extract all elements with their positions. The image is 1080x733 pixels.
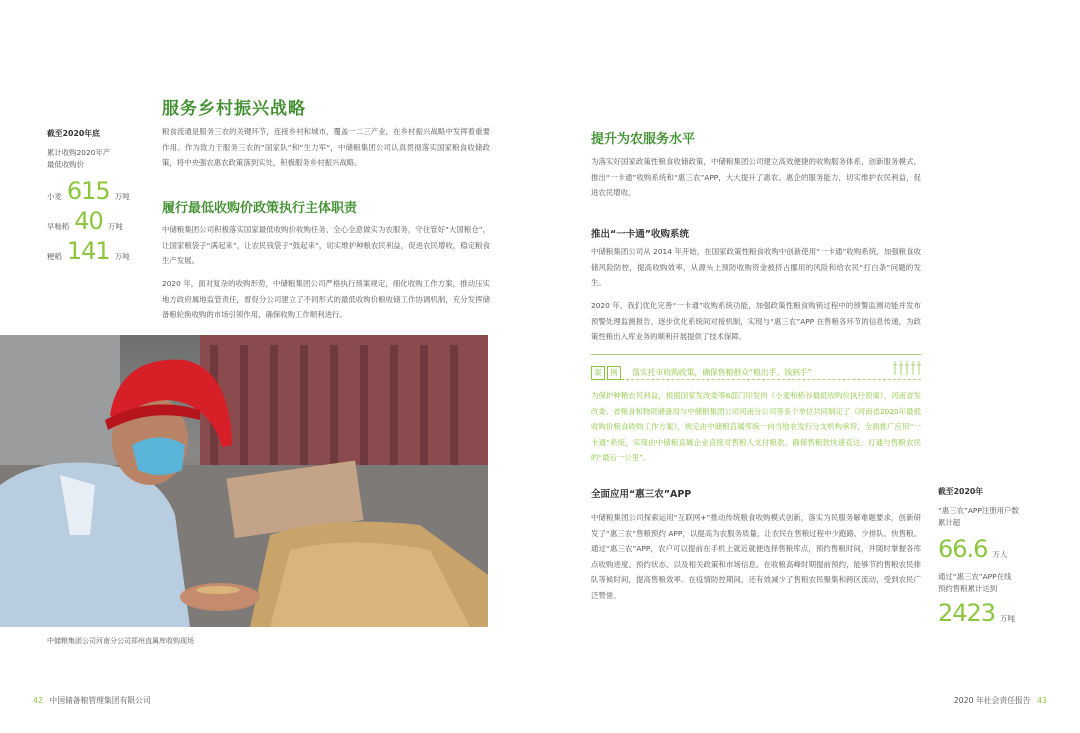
stat-value: 615 [66, 177, 110, 205]
min-price-paragraph-2: 2020 年，面对复杂的收购形势，中储粮集团公司严格执行预案规定，细化收购工作方案，推动压实地方政府属地监管责任，督促分公司建立了不同形式的最低收购价粮收储工作协调机制，充分发挥储备粮轮换收购的市场引领作用，确保收购工作顺利进行。 [162, 279, 490, 319]
stat2-unit: 万吨 [1000, 614, 1015, 623]
subsection-title-one-card: 推出“一卡通”收购系统 [591, 229, 689, 240]
intro-paragraph: 粮食流通是服务三农的关键环节，连接乡村和城市，覆盖一二三产业，在乡村振兴战略中发挥着重要作用。作为致力于服务三农的“国家队”和“生力军”，中储粮集团公司认真贯彻落实国家粮食收储政策，将中央强农惠农政策落到实处，积极服务乡村振兴战略。 [162, 127, 490, 167]
case-box [591, 354, 921, 380]
stat-row-wheat [47, 177, 132, 205]
stat-label: 早籼稻 [47, 222, 70, 231]
footer-left [33, 695, 151, 706]
right-sidebar-as-of: 截至2020年 [938, 487, 984, 496]
left-sidebar [47, 128, 132, 265]
one-card-paragraph-1: 中储粮集团公司从 2014 年开始，在国家政策性粮食收购中创新使用“一卡通”收购系统，加强粮食收储风险防控，提高收购效率，从源头上预防收购资金被挤占挪用的风险和给农民“打白条”问题的发生。 [591, 247, 921, 287]
section-title-service: 提升为农服务水平 [591, 132, 696, 147]
sidebar-desc-line1: 累计收购2020年产 [47, 148, 111, 157]
footer-right [954, 695, 1047, 706]
stat-unit: 万吨 [114, 192, 130, 201]
right-sidebar [938, 486, 1048, 627]
stat2-desc [938, 571, 1048, 595]
sidebar-desc-line2: 最低收购价 [47, 160, 84, 169]
sidebar-desc [47, 147, 132, 171]
case-tag-1: 案 [591, 366, 605, 380]
one-card-paragraph-2: 2020 年，我们优化完善“一卡通”收购系统功能，加强政策性粮食购销过程中的预警监测功能并发布预警处理监测报告，逐步优化系统间对接机制，实现与“惠三农”APP 在售粮各环节的信息传递，为政策性粮出入库业务的顺利开展提供了技术保障。 [591, 301, 921, 341]
stat2-desc-line2: 预约售粮累计达到 [938, 584, 998, 593]
stat1-row [938, 535, 1048, 563]
photo-caption: 中储粮集团公司河南分公司郑州直属库收购现场 [47, 637, 194, 645]
min-price-paragraph-1: 中储粮集团公司积极落实国家最低收购价收购任务，全心全意做实为农服务，守住管好“大国粮仓”，让国家粮袋子“满起来”，让农民钱袋子“鼓起来”，切实维护种粮农民利益，促进农民增收，稳定粮食生产发展。 [162, 225, 490, 265]
stat1-value: 66.6 [938, 535, 988, 563]
stat2-desc-line1: 通过“惠三农”APP在线 [938, 572, 1012, 581]
stat2-value: 2423 [938, 599, 996, 627]
stat-label: 粳稻 [47, 252, 62, 261]
stat-row-japonica [47, 237, 132, 265]
stat-unit: 万吨 [114, 252, 130, 261]
grain-purchase-photo [0, 335, 488, 627]
subsection-title-app: 全面应用“惠三农”APP [591, 489, 692, 500]
service-intro-paragraph: 为落实好国家政策性粮食收储政策，中储粮集团公司建立高效便捷的收购服务体系，创新服务模式，推出“一卡通”收购系统和“惠三农”APP，大大提升了惠农、惠企的服务能力，切实维护农民利益，促进农民增收。 [591, 157, 921, 197]
case-paragraph: 为保护种粮农民利益，根据国家发改委等6部门印发的《小麦和稻谷最低收购价执行预案》，河南省发改委、省粮食和物资储备局与中储粮集团公司河南分公司等多个单位共同制定了《河南省2020年最低收购价粮食收购工作方案》，规定由中储粮直属库统一向当地农发行分支机构承贷，全面推广应用“一卡通”系统，实现由中储粮直属企业直接对售粮人支付粮款，确保售粮款快速直达、打通与售粮农民的“最后一公里”。 [591, 391, 921, 462]
left-page-number: 42 [33, 696, 43, 705]
right-page-number: 43 [1037, 696, 1047, 705]
footer-report-title: 2020 年社会责任报告 [953, 696, 1031, 705]
footer-organization: 中国储备粮管理集团有限公司 [49, 696, 151, 705]
app-paragraph: 中储粮集团公司探索运用“互联网+”推动传统粮食收购模式创新，落实为民服务解难题要求，创新研发了“惠三农”售粮预约 APP，以提高为农服务质量，让农民在售粮过程中少跑路、少排队、快售粮。通过“惠三农”APP，农户可以提前在手机上就近就便选择售粮库点，预约售粮时间，并随时掌握各库点收购进度、预约状态、以及相关政策和市场信息。在收粮高峰时期提前预约，能够节约售粮农民排队等候时间，提高售粮效率。在疫情防控期间，还有效减少了售粮农民聚集和跨区流动，受到农民广泛赞誉。 [591, 513, 921, 600]
case-header [591, 360, 921, 380]
stat1-desc [938, 505, 1048, 529]
section-title-min-price: 履行最低收购价政策执行主体职责 [162, 201, 358, 216]
photo-illustration [0, 335, 488, 627]
stat-value: 141 [66, 237, 110, 265]
case-title: 落实托市收购政策，确保售粮群众“粮出手、钱到手” [632, 368, 812, 377]
stat-label: 小麦 [47, 192, 62, 201]
case-tag-2: 例 [607, 366, 621, 380]
stat1-desc-line2: 累计超 [938, 518, 961, 527]
stat1-unit: 万人 [992, 550, 1008, 559]
stat-value: 40 [74, 207, 103, 235]
page-title: 服务乡村振兴战略 [162, 99, 306, 119]
sidebar-as-of: 截至2020年底 [47, 129, 100, 138]
grain-decoration-icon [891, 359, 921, 375]
stat-row-early-rice [47, 207, 132, 235]
stat1-desc-line1: “惠三农”APP注册用户数 [938, 506, 1019, 515]
stat-unit: 万吨 [107, 222, 123, 231]
stat2-row [938, 599, 1048, 627]
